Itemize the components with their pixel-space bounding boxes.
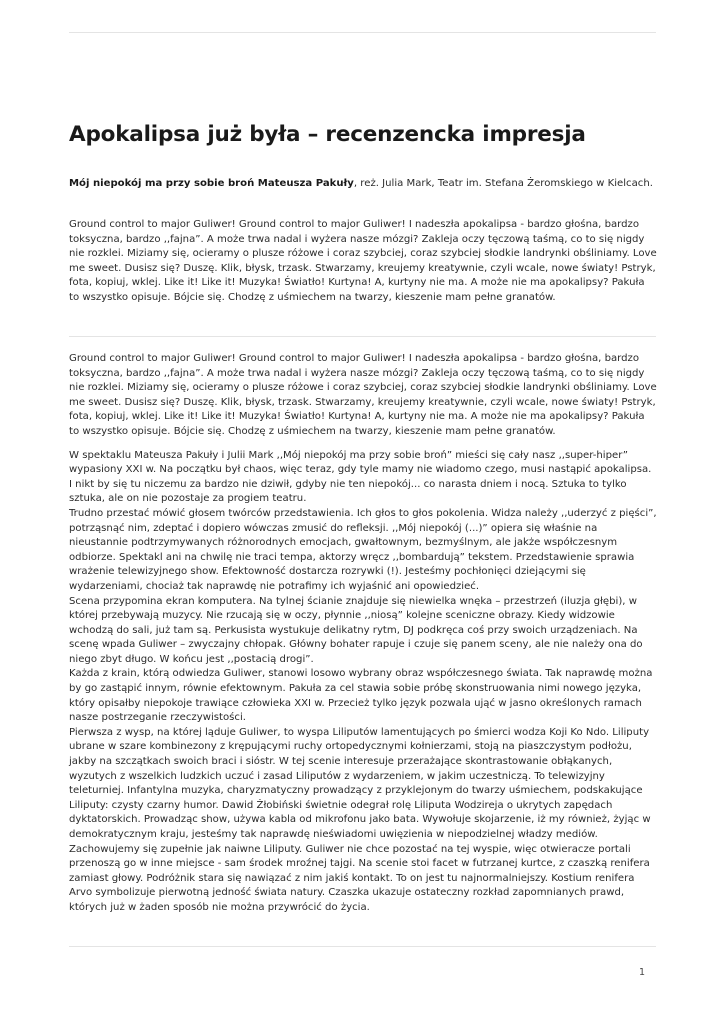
- byline-production-title: Mój niepokój ma przy sobie broń Mateusza Pakuły: [69, 178, 354, 189]
- body-paragraph: W spektaklu Mateusza Pakuły i Julii Mark ,,Mój niepokój ma przy sobie broń” mieści się cały nasz ,,super-hiper” wypasiony XXI w. Na początku był chaos, więc teraz, gdy tyle mamy nie wiadomo czego, musi nastąpić apokalipsa. I nikt by się tu niczemu za bardzo nie dziwił, gdyby nie ten niepokój... co narasta dniem i nocą. Sztuka to tylko sztuka, ale on nie pozostaje za progiem teatru.: [69, 449, 652, 505]
- top-divider: [69, 32, 656, 33]
- bottom-divider: [69, 946, 656, 947]
- article-byline: [69, 176, 669, 191]
- page-number: 1: [638, 967, 645, 978]
- article-lead: [69, 218, 657, 306]
- article-title: Apokalipsa już była – recenzencka impresja: [69, 122, 586, 147]
- body-paragraph: Scena przypomina ekran komputera. Na tylnej ścianie znajduje się niewielka wnęka – przestrzeń (iluzja głębi), w której przebywają muzycy. Nie rzucają się w oczy, płynnie ,,niosą” kolejne sceniczne obrazy. Kiedy widzowie wchodzą do sali, już tam są. Perkusista wystukuje delikatny rytm, DJ podkręca coś przy swoich urządzeniach. Na scenę wpada Guliwer – zwyczajny chłopak. Główny bohater rapuje i czuje się panem sceny, ale nie należy ona do niego zbyt długo. W końcu jest ,,postacią drogi”.: [69, 595, 643, 665]
- body-paragraph: Pierwsza z wysp, na której ląduje Guliwer, to wyspa Liliputów lamentujących po śmierci wodza Koji Ko Ndo. Liliputy ubrane w szare kombinezony z krępującymi ruchy ortopedycznymi kołnierzami, stoją na piaszczystym podłożu, jakby na szczątkach swoich braci i sióstr. W tej scenie interesuje przerażające skontrastowanie obłąkanych, wyzutych z wszelkich ludzkich uczuć i zasad Liliputów z wydarzeniem, w jakim uczestniczą. To telewizyjny teleturniej. Infantylna muzyka, charyzmatyczny prowadzący z przyklejonym do twarzy uśmiechem, podskakujące Liliputy: czysty czarny humor. Dawid Żłobiński świetnie odegrał rolę Liliputa Wodzireja o ukrytych zapędach dyktatorskich. Prowadząc show, używa kabla od mikrofonu jako bata. Wywołuje skojarzenie, iż my również, żyjąc w demokratycznym kraju, jesteśmy tak naprawdę nieświadomi uwięzienia w niepodzielnej władzy mediów. Zachowujemy się zupełnie jak naiwne Liliputy. Guliwer nie chce pozostać na tej wyspie, więc otwieracze portali przenoszą go w inne miejsce - sam środek mroźnej tajgi. Na scenie stoi facet w futrzanej kurtce, z czaszką renifera zamiast głowy. Podróżnik stara się nawiązać z nim jakiś kontakt. To on jest tu najnormalniejszy. Kostium renifera Arvo symbolizuje pierwotną jedność świata natury. Czaszka ukazuje ostateczny rozkład zapomnianych prawd, których już w żaden sposób nie można przywrócić do życia.: [69, 726, 651, 913]
- body-paragraph: Ground control to major Guliwer! Ground control to major Guliwer! I nadeszła apokalipsa - bardzo głośna, bardzo toksyczna, bardzo ,,fajna”. A może trwa nadal i wyżera nasze mózgi? Zakleja oczy tęczową taśmą, co to się nigdy nie rozklei. Miziamy się, ocieramy o plusze różowe i coraz szybciej, coraz szybciej słodkie landrynki obśliniamy. Love me sweet. Dusisz się? Duszę. Klik, błysk, trzask. Stwarzamy, kreujemy kreatywnie, czyli wcale, nowe światy! Pstryk, fota, kopiuj, wklej. Like it! Like it! Muzyka! Światło! Kurtyna! A, kurtyny nie ma. A może nie ma apokalipsy? Pakuła to wszystko opisuje. Bójcie się. Chodzę z uśmiechem na twarzy, kieszenie mam pełne granatów.: [69, 353, 657, 437]
- article-body: [69, 352, 657, 916]
- body-paragraph: Każda z krain, którą odwiedza Guliwer, stanowi losowo wybrany obraz współczesnego świata. Tak naprawdę można by go zastąpić innym, równie efektownym. Pakuła za cel stawia sobie próbę skonstruowania nimi nowego języka, który opisałby niepokoje trawiące człowieka XXI w. Przecież tylko język pozwala ująć w jasno określonych ramach nasze postrzeganie rzeczywistości.: [69, 668, 653, 724]
- body-paragraph: Trudno przestać mówić głosem twórców przedstawienia. Ich głos to głos pokolenia. Widza należy ,,uderzyć z pięści”, potrząsnąć nim, zdeptać i dopiero wówczas zmusić do refleksji. ,,Mój niepokój (...)” opiera się właśnie na nieustannie podtrzymywanych różnorodnych emocjach, gwałtownym, bezmyślnym, ale jakże współczesnym odbiorze. Spektakl ani na chwilę nie traci tempa, aktorzy wręcz ,,bombardują” tekstem. Przedstawienie sprawia wrażenie telewizyjnego show. Efektowność dostarcza rozrywki (!). Jesteśmy pochłonięci dziejącymi się wydarzeniami, chociaż tak naprawdę nie potrafimy ich wyjaśnić ani opowiedzieć.: [69, 507, 657, 592]
- section-divider: [69, 336, 656, 337]
- byline-credits: , reż. Julia Mark, Teatr im. Stefana Żeromskiego w Kielcach.: [353, 178, 653, 189]
- lead-paragraph: Ground control to major Guliwer! Ground control to major Guliwer! I nadeszła apokalipsa - bardzo głośna, bardzo toksyczna, bardzo ,,fajna”. A może trwa nadal i wyżera nasze mózgi? Zakleja oczy tęczową taśmą, co to się nigdy nie rozklei. Miziamy się, ocieramy o plusze różowe i coraz szybciej, coraz szybciej słodkie landrynki obśliniamy. Love me sweet. Dusisz się? Duszę. Klik, błysk, trzask. Stwarzamy, kreujemy kreatywnie, czyli wcale, nowe światy! Pstryk, fota, kopiuj, wklej. Like it! Like it! Muzyka! Światło! Kurtyna! A, kurtyny nie ma. A może nie ma apokalipsy? Pakuła to wszystko opisuje. Bójcie się. Chodzę z uśmiechem na twarzy, kieszenie mam pełne granatów.: [69, 219, 657, 303]
